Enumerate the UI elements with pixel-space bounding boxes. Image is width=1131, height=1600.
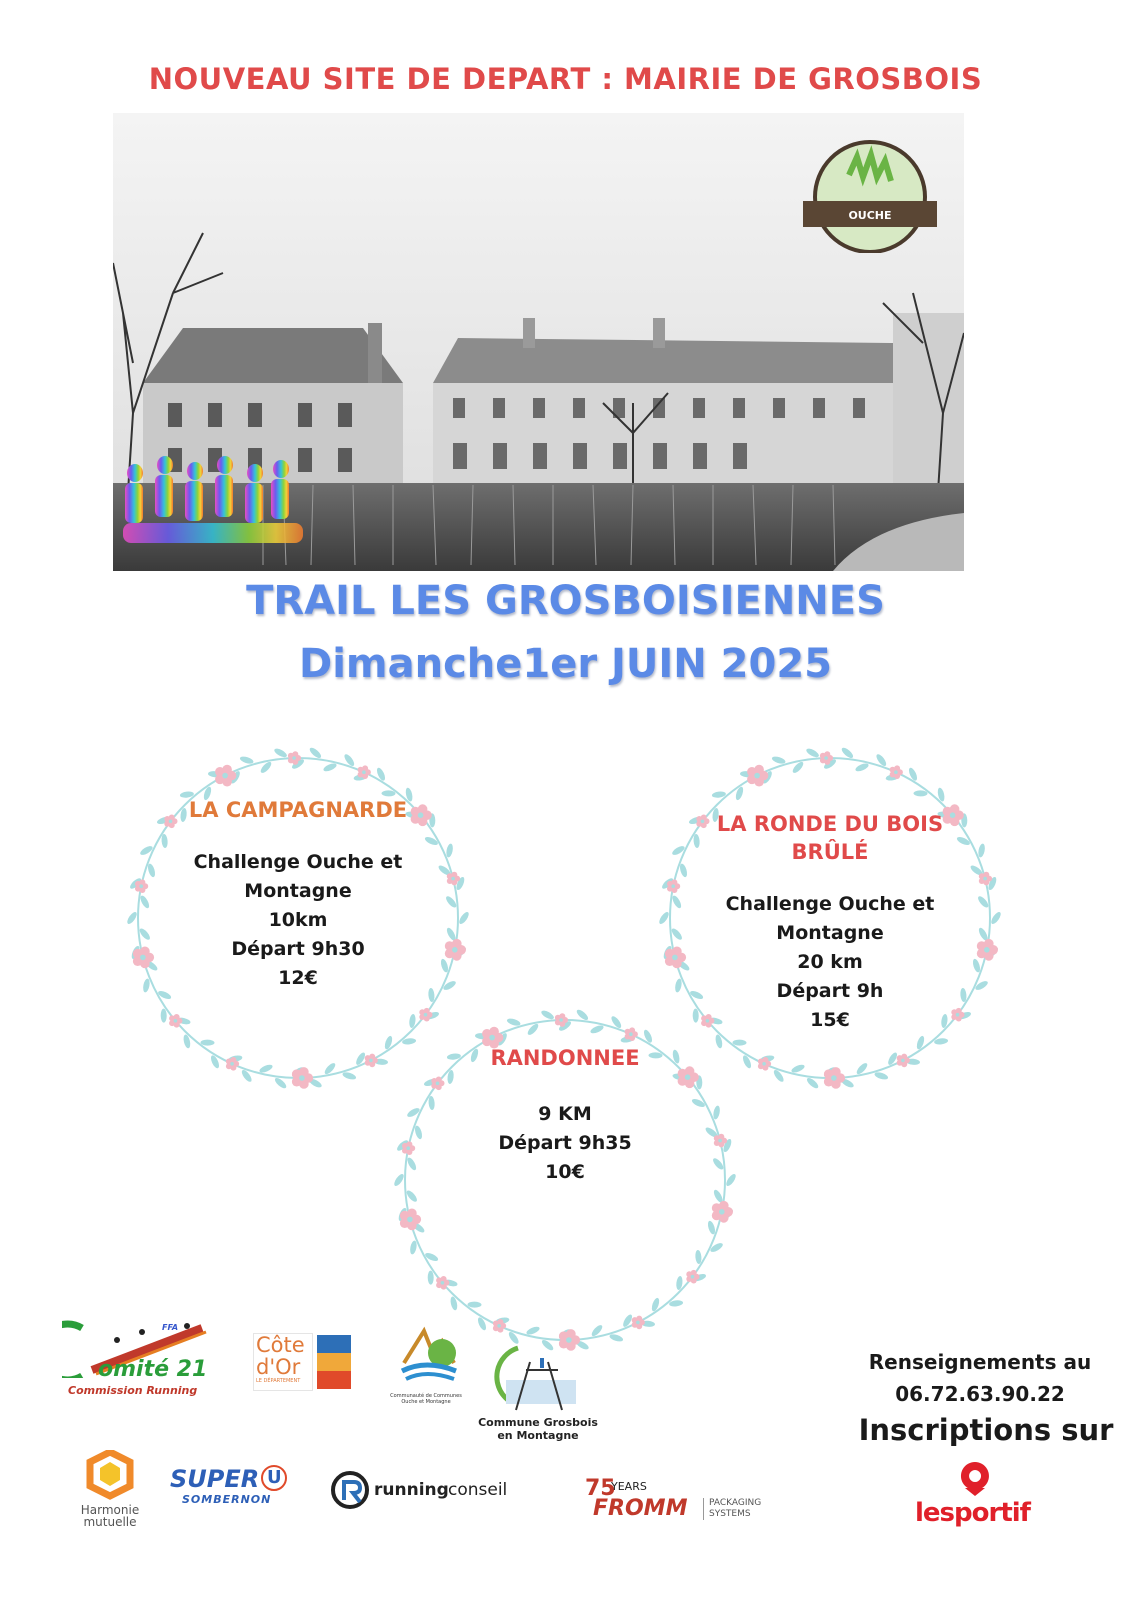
fromm-logo bbox=[585, 1478, 785, 1528]
event-date: Dimanche1er JUIN 2025 bbox=[299, 641, 832, 687]
race-start-time: Départ 9h35 bbox=[498, 1132, 632, 1154]
commune-grosbois-logo bbox=[478, 1340, 598, 1440]
cotedor-sub: LE DÉPARTEMENT bbox=[256, 1378, 301, 1384]
fromm-side2: SYSTEMS bbox=[709, 1509, 751, 1519]
commune-line2: en Montagne bbox=[497, 1429, 579, 1442]
race-distance: 20 km bbox=[797, 951, 863, 973]
fromm-years: YEARS bbox=[611, 1480, 647, 1493]
race-price: 12€ bbox=[278, 967, 318, 989]
lesportif-name: lesportif bbox=[915, 1498, 1030, 1528]
cc-line2: Ouche et Montagne bbox=[401, 1399, 451, 1405]
running-a: running bbox=[374, 1480, 449, 1500]
harmonie-mutuelle-logo bbox=[70, 1450, 150, 1530]
top-banner: NOUVEAU SITE DE DEPART : MAIRIE DE GROSBOIS bbox=[148, 62, 983, 96]
lesportif-pin-icon bbox=[955, 1460, 995, 1496]
ffa-label: FFA bbox=[162, 1323, 179, 1332]
race-detail: Montagne bbox=[776, 922, 884, 944]
cotedor-line1: Côte bbox=[256, 1333, 305, 1357]
race-name-line2: BRÛLÉ bbox=[791, 840, 869, 864]
race-detail: Challenge Ouche et bbox=[725, 893, 935, 915]
super-u-logo bbox=[170, 1465, 290, 1525]
cc-line1: Communauté de Communes bbox=[390, 1393, 462, 1399]
race-start-time: Départ 9h30 bbox=[231, 938, 365, 960]
info-renseignements: Renseignements au bbox=[868, 1350, 1092, 1374]
running-b: conseil bbox=[448, 1480, 508, 1500]
event-title: TRAIL LES GROSBOISIENNES bbox=[246, 578, 885, 624]
fromm-name: FROMM bbox=[593, 1496, 688, 1521]
running-conseil-logo bbox=[330, 1470, 510, 1514]
superu-sub: SOMBERNON bbox=[182, 1493, 272, 1506]
race-name: RANDONNEE bbox=[490, 1046, 640, 1070]
comite-sub: Commission Running bbox=[68, 1384, 198, 1397]
comite-label: omité 21 bbox=[98, 1357, 208, 1378]
commune-line1: Commune Grosbois bbox=[478, 1416, 598, 1429]
fromm-num: 75 bbox=[585, 1476, 616, 1501]
race-wreath-randonnee bbox=[375, 990, 755, 1370]
cotedor-line2: d'Or bbox=[256, 1355, 301, 1379]
comite-21-logo bbox=[62, 1318, 212, 1398]
race-price: 10€ bbox=[545, 1161, 585, 1183]
superu-u-icon: U bbox=[261, 1465, 287, 1491]
communaute-communes-logo bbox=[384, 1323, 468, 1413]
harmonie-line2: mutuelle bbox=[83, 1515, 137, 1529]
race-distance: 10km bbox=[268, 909, 328, 931]
cote-dor-logo bbox=[253, 1333, 351, 1395]
chateau-photo bbox=[113, 113, 964, 571]
superu-main: SUPER bbox=[170, 1465, 260, 1493]
race-name: LA CAMPAGNARDE bbox=[188, 798, 408, 822]
running-conseil-icon bbox=[330, 1470, 370, 1510]
info-phone[interactable]: 06.72.63.90.22 bbox=[895, 1382, 1065, 1406]
race-price: 15€ bbox=[810, 1009, 850, 1031]
race-name: LA RONDE DU BOIS bbox=[716, 812, 944, 836]
race-distance: 9 KM bbox=[538, 1103, 592, 1125]
race-start-time: Départ 9h bbox=[776, 980, 884, 1002]
lesportif-logo[interactable] bbox=[915, 1460, 1035, 1535]
info-inscriptions: Inscriptions sur bbox=[858, 1413, 1114, 1447]
race-detail: Montagne bbox=[244, 880, 352, 902]
badge-bottom-text: OUCHE bbox=[848, 209, 892, 222]
fromm-side1: PACKAGING bbox=[709, 1498, 762, 1508]
race-detail: Challenge Ouche et bbox=[193, 851, 403, 873]
challenge-badge bbox=[803, 135, 937, 253]
harmonie-line1: Harmonie bbox=[80, 1503, 140, 1517]
